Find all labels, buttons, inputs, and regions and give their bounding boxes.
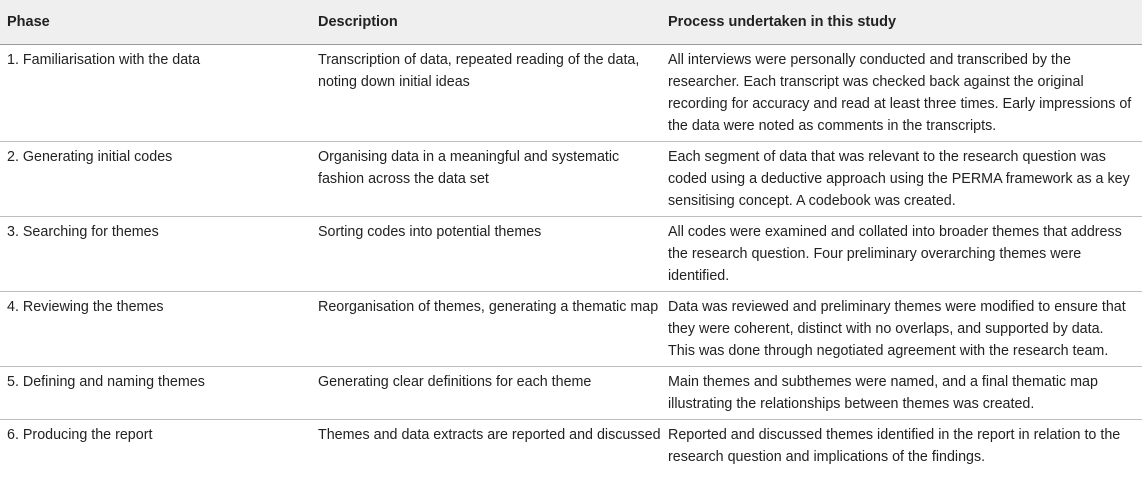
process-cell: Main themes and subthemes were named, and a final thematic map illustrating the relationships between themes was created.: [668, 367, 1142, 420]
phase-cell: 3. Searching for themes: [0, 217, 318, 292]
header-row: [0, 0, 1142, 45]
table-row: [0, 292, 1142, 367]
table-row: [0, 142, 1142, 217]
description-cell: Reorganisation of themes, generating a thematic map: [318, 292, 668, 367]
description-cell: Organising data in a meaningful and systematic fashion across the data set: [318, 142, 668, 217]
process-cell: Each segment of data that was relevant to the research question was coded using a deductive approach using the PERMA framework as a key sensitising concept. A codebook was created.: [668, 142, 1142, 217]
phase-cell: 4. Reviewing the themes: [0, 292, 318, 367]
phase-cell: 5. Defining and naming themes: [0, 367, 318, 420]
process-cell: Data was reviewed and preliminary themes were modified to ensure that they were coherent, distinct with no overlaps, and supported by data. This was done through negotiated agreement with the research team.: [668, 292, 1142, 367]
phase-cell: 1. Familiarisation with the data: [0, 45, 318, 142]
table-row: [0, 45, 1142, 142]
table-row: [0, 367, 1142, 420]
description-cell: Transcription of data, repeated reading of the data, noting down initial ideas: [318, 45, 668, 142]
process-cell: All codes were examined and collated into broader themes that address the research question. Four preliminary overarching themes were identified.: [668, 217, 1142, 292]
process-cell: All interviews were personally conducted and transcribed by the researcher. Each transcript was checked back against the original recording for accuracy and read at least three times. Early impressions of the data were noted as comments in the transcripts.: [668, 45, 1142, 142]
table-row: [0, 420, 1142, 473]
description-cell: Sorting codes into potential themes: [318, 217, 668, 292]
description-cell: Themes and data extracts are reported and discussed: [318, 427, 661, 443]
header-description: Description: [318, 0, 668, 45]
table-row: [0, 217, 1142, 292]
description-cell: Generating clear definitions for each theme: [318, 367, 668, 420]
process-cell: Reported and discussed themes identified in the report in relation to the research question and implications of the findings.: [668, 427, 1121, 465]
header-process: Process undertaken in this study: [668, 0, 1142, 45]
phase-cell: 2. Generating initial codes: [0, 142, 318, 217]
header-phase: Phase: [0, 0, 318, 45]
phase-cell: 6. Producing the report: [7, 427, 153, 443]
